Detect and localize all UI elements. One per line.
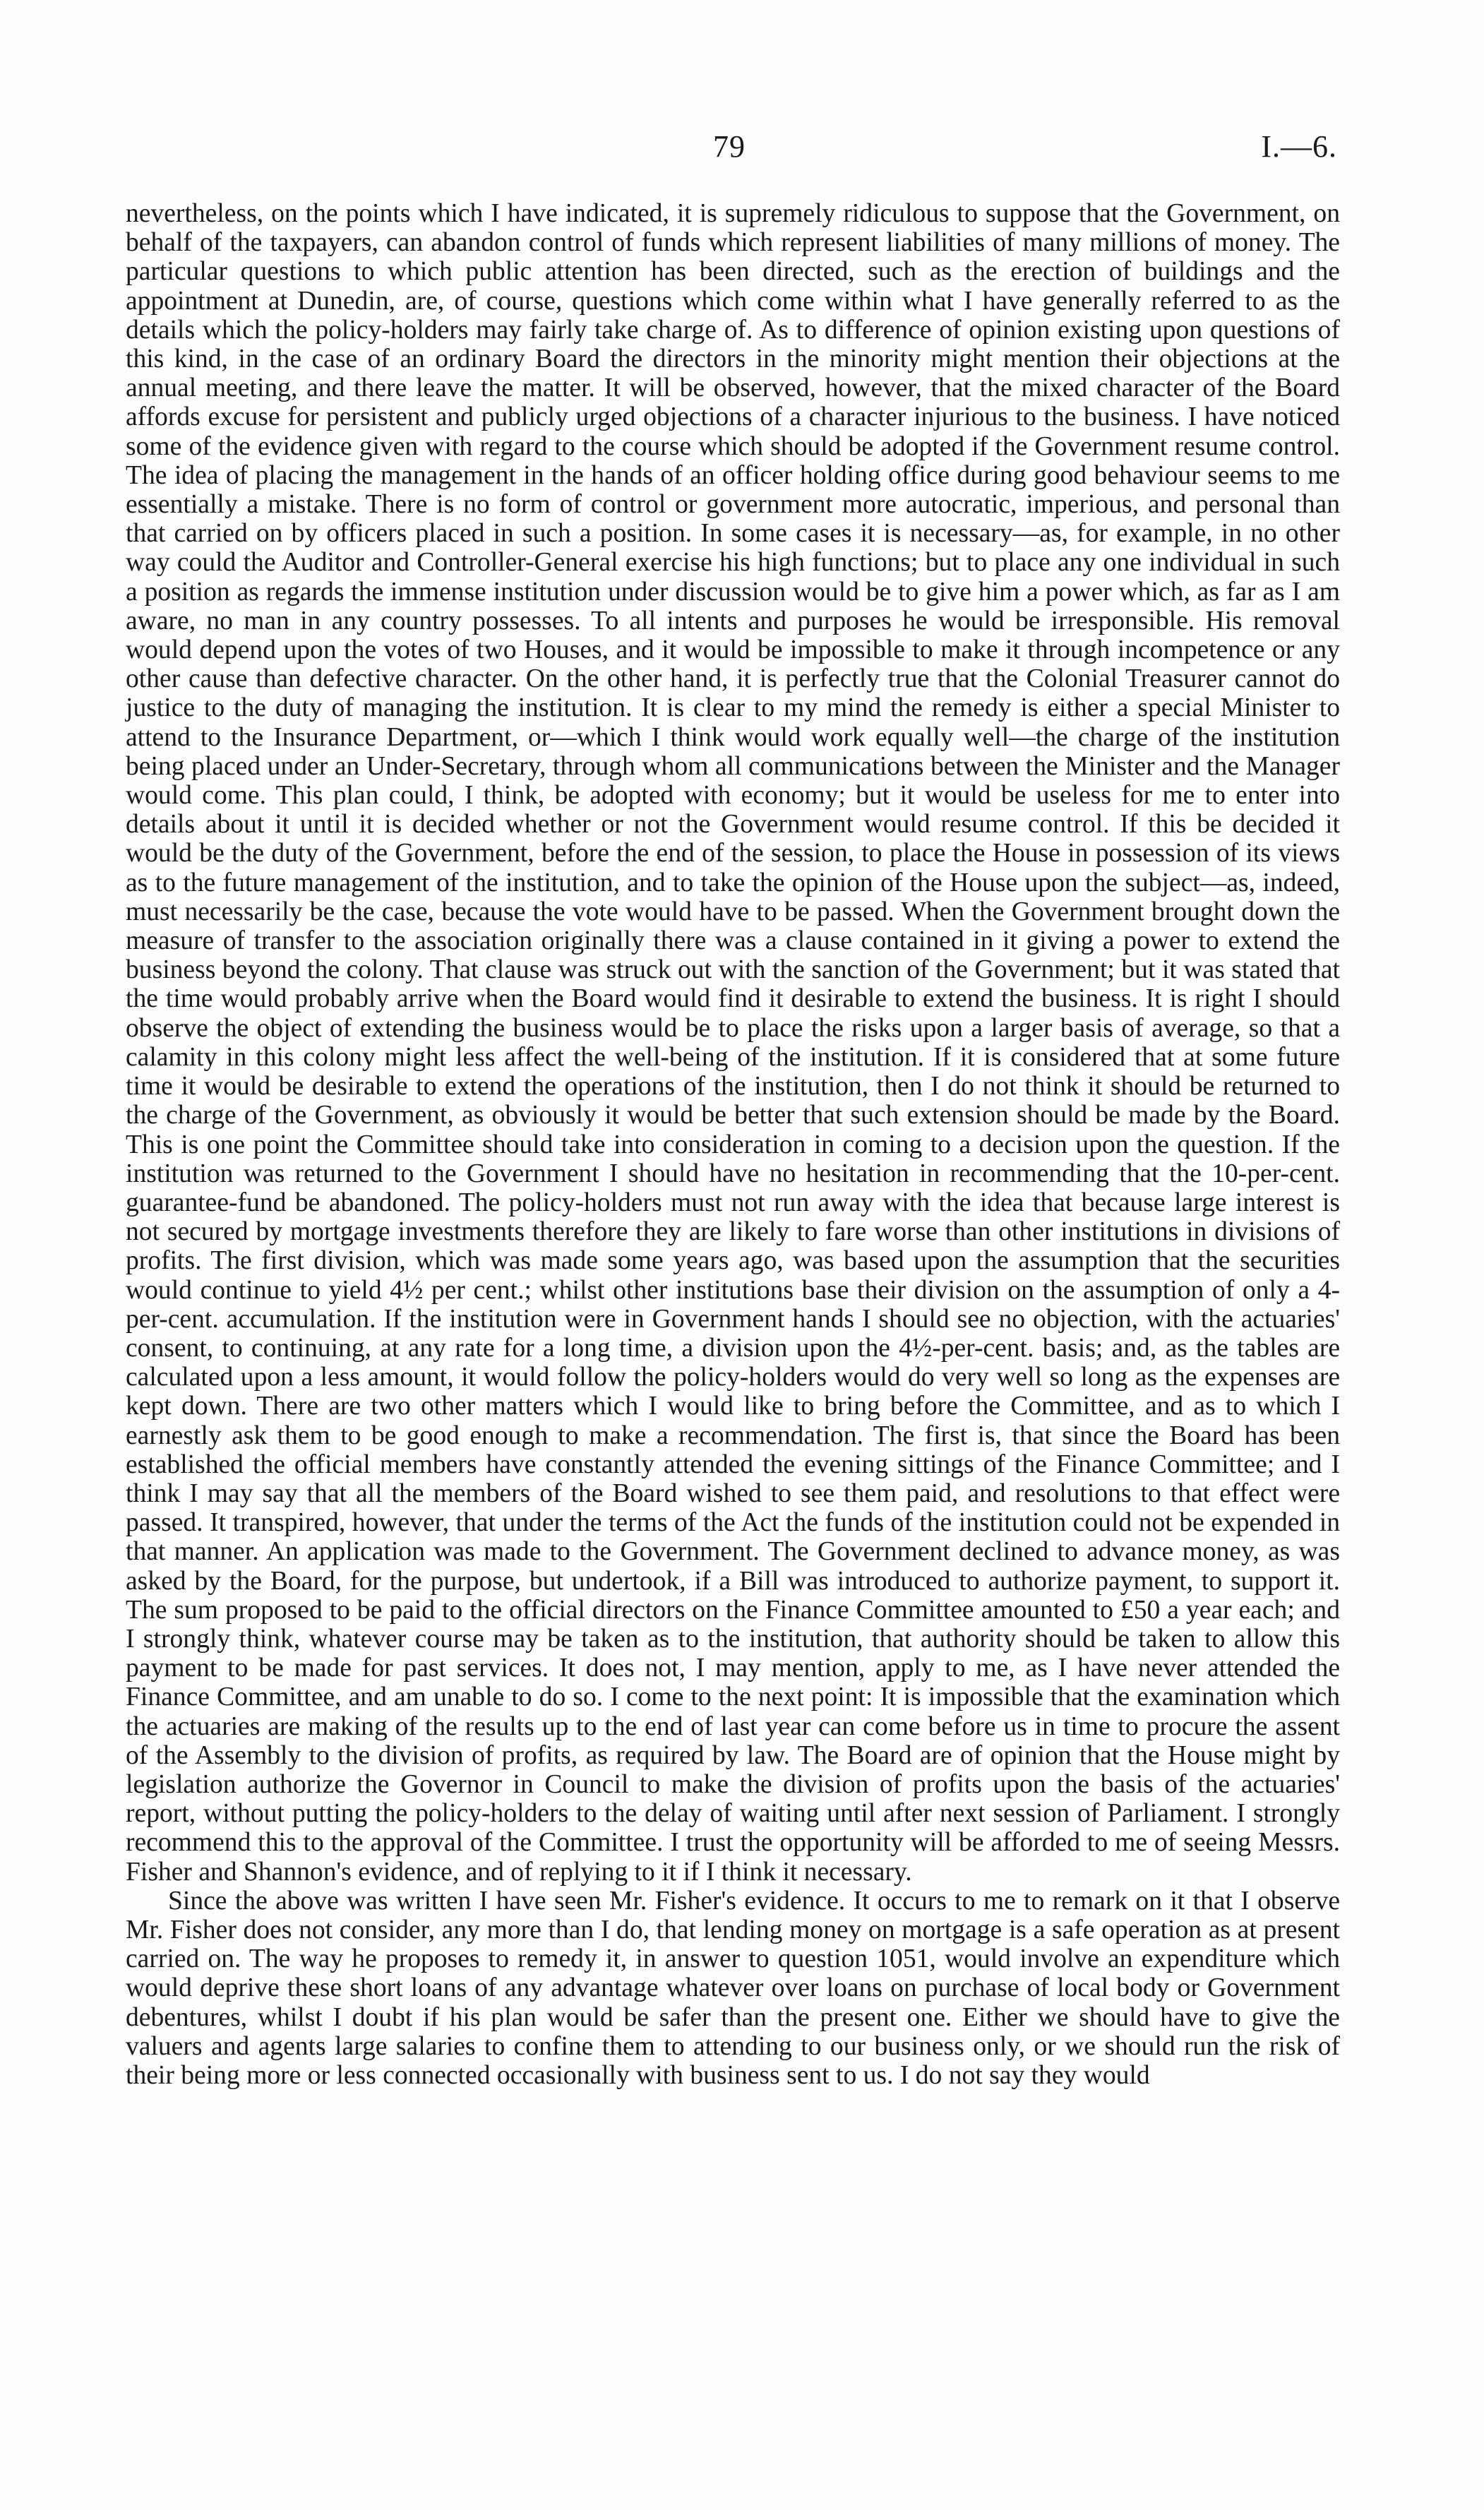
page-header — [0, 129, 1484, 178]
document-reference: I.—6. — [1261, 129, 1337, 164]
paragraph-postscript: Since the above was written I have seen Mr. Fisher's evidence. It occurs to me to remark on it that I observe Mr. Fisher does not consider, any more than I do, that lending money on mortgage is a safe operation as at present carried on. The way he proposes to remedy it, in answer to question 1051, would involve an expenditure which would deprive these short loans of any advantage whatever over loans on purchase of local body or Government debentures, whilst I doubt if his plan would be safer than the present one. Either we should have to give the valuers and agents large salaries to confine them to attending to our business only, or we should run the risk of their being more or less connected occasionally with business sent to us. I do not say they would — [126, 1886, 1340, 2090]
paragraph-evidence-statement: nevertheless, on the points which I have indicated, it is supremely ridiculous to suppose that the Government, on behalf of the taxpayers, can abandon control of funds which represent liabilities of many millions of money. The particular questions to which public attention has been directed, such as the erection of buildings and the appointment at Dunedin, are, of course, questions which come within what I have generally referred to as the details which the policy-holders may fairly take charge of. As to difference of opinion existing upon questions of this kind, in the case of an ordinary Board the directors in the minority might mention their objections at the annual meeting, and there leave the matter. It will be observed, however, that the mixed character of the Board affords excuse for persistent and publicly urged objections of a character injurious to the business. I have noticed some of the evidence given with regard to the course which should be adopted if the Government resume control. The idea of placing the management in the hands of an officer holding office during good behaviour seems to me essentially a mistake. There is no form of control or government more autocratic, imperious, and personal than that carried on by officers placed in such a position. In some cases it is necessary—as, for example, in no other way could the Auditor and Controller-General exercise his high functions; but to place any one individual in such a position as regards the immense institution under discussion would be to give him a power which, as far as I am aware, no man in any country possesses. To all intents and purposes he would be irresponsible. His removal would depend upon the votes of two Houses, and it would be impossible to make it through incompetence or any other cause than defective character. On the other hand, it is perfectly true that the Colonial Treasurer cannot do justice to the duty of managing the institution. It is clear to my mind the remedy is either a special Minister to attend to the Insurance Department, or—which I think would work equally well—the charge of the institution being placed under an Under-Secretary, through whom all communications between the Minister and the Manager would come. This plan could, I think, be adopted with economy; but it would be useless for me to enter into details about it until it is decided whether or not the Government would resume control. If this be decided it would be the duty of the Government, before the end of the session, to place the House in possession of its views as to the future management of the institution, and to take the opinion of the House upon the subject—as, indeed, must necessarily be the case, because the vote would have to be passed. When the Government brought down the measure of transfer to the association originally there was a clause contained in it giving a power to extend the business beyond the colony. That clause was struck out with the sanction of the Government; but it was stated that the time would probably arrive when the Board would find it desirable to extend the business. It is right I should observe the object of extending the business would be to place the risks upon a larger basis of average, so that a calamity in this colony might less affect the well-being of the institution. If it is considered that at some future time it would be desirable to extend the operations of the institution, then I do not think it should be returned to the charge of the Government, as obviously it would be better that such extension should be made by the Board. This is one point the Committee should take into consideration in coming to a decision upon the question. If the institution was returned to the Government I should have no hesitation in recommending that the 10-per-cent. guarantee-fund be abandoned. The policy-holders must not run away with the idea that because large interest is not secured by mortgage investments therefore they are likely to fare worse than other institutions in divisions of profits. The first division, which was made some years ago, was based upon the assumption that the securities would continue to yield 4½ per cent.; whilst other institutions base their division on the assumption of only a 4-per-cent. accumulation. If the institution were in Government hands I should see no objection, with the actuaries' consent, to continuing, at any rate for a long time, a division upon the 4½-per-cent. basis; and, as the tables are calculated upon a less amount, it would follow the policy-holders would do very well so long as the expenses are kept down. There are two other matters which I would like to bring before the Committee, and as to which I earnestly ask them to be good enough to make a recommendation. The first is, that since the Board has been established the official members have constantly attended the evening sittings of the Finance Committee; and I think I may say that all the members of the Board wished to see them paid, and resolutions to that effect were passed. It transpired, however, that under the terms of the Act the funds of the institution could not be expended in that manner. An application was made to the Government. The Government declined to advance money, as was asked by the Board, for the purpose, but undertook, if a Bill was introduced to authorize payment, to support it. The sum proposed to be paid to the official directors on the Finance Committee amounted to £50 a year each; and I strongly think, whatever course may be taken as to the institution, that authority should be taken to allow this payment to be made for past services. It does not, I may mention, apply to me, as I have never attended the Finance Committee, and am unable to do so. I come to the next point: It is impossible that the examination which the actuaries are making of the results up to the end of last year can come before us in time to procure the assent of the Assembly to the division of profits, as required by law. The Board are of opinion that the House might by legislation authorize the Governor in Council to make the division of profits upon the basis of the actuaries' report, without putting the policy-holders to the delay of waiting until after next session of Parliament. I strongly recommend this to the approval of the Committee. I trust the opportunity will be afforded to me of seeing Messrs. Fisher and Shannon's evidence, and of replying to it if I think it necessary. — [126, 199, 1340, 1887]
body-text — [126, 199, 1340, 2090]
page-number: 79 — [713, 129, 746, 164]
